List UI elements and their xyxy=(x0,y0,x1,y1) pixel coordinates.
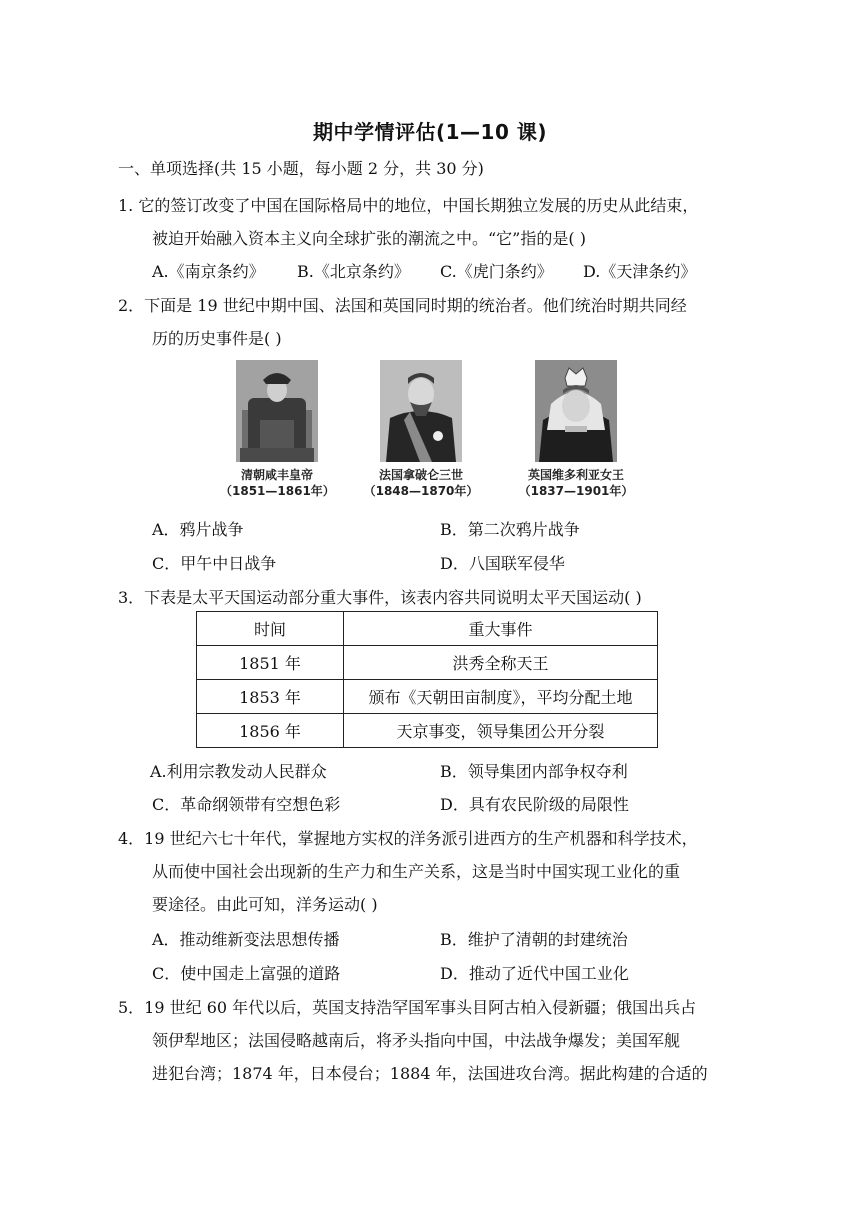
table-cell-event: 洪秀全称天王 xyxy=(344,646,658,680)
question-1-option-c[interactable]: C.《虎门条约》 xyxy=(440,262,553,281)
table-header-row xyxy=(197,612,658,646)
question-1-option-a[interactable]: A.《南京条约》 xyxy=(152,262,265,281)
question-4-option-c[interactable]: C．使中国走上富强的道路 xyxy=(152,964,341,983)
table-cell-year: 1851 年 xyxy=(197,646,344,680)
question-1-line-1: 1. 它的签订改变了中国在国际格局中的地位，中国长期独立发展的历史从此结束， xyxy=(118,196,699,215)
question-2-option-d[interactable]: D．八国联军侵华 xyxy=(440,554,565,573)
question-5-line-1: 5．19 世纪 60 年代以后，英国支持浩罕国军事头目阿古柏入侵新疆；俄国出兵占 xyxy=(118,998,697,1017)
page-title: 期中学情评估(1—10 课) xyxy=(313,120,547,144)
queen-victoria-portrait xyxy=(535,360,617,462)
xianfeng-emperor-portrait xyxy=(236,360,318,462)
caption-years-3: （1837—1901年） xyxy=(518,484,634,498)
question-4-line-3: 要途径。由此可知，洋务运动( ) xyxy=(152,895,378,914)
question-1-option-d[interactable]: D.《天津条约》 xyxy=(583,262,697,281)
question-1-option-b[interactable]: B.《北京条约》 xyxy=(297,262,410,281)
table-header-time: 时间 xyxy=(197,612,344,646)
question-4-option-a[interactable]: A．推动维新变法思想传播 xyxy=(152,930,340,949)
table-header-event: 重大事件 xyxy=(344,612,658,646)
caption-years-2: （1848—1870年） xyxy=(363,484,479,498)
question-3-option-b[interactable]: B．领导集团内部争权夺利 xyxy=(440,762,628,781)
table-row xyxy=(197,714,658,748)
table-cell-event: 颁布《天朝田亩制度》，平均分配土地 xyxy=(344,680,658,714)
question-3-option-d[interactable]: D．具有农民阶级的局限性 xyxy=(440,795,629,814)
question-4-line-2: 从而使中国社会出现新的生产力和生产关系，这是当时中国实现工业化的重 xyxy=(152,862,681,881)
table-cell-year: 1853 年 xyxy=(197,680,344,714)
table-cell-year: 1856 年 xyxy=(197,714,344,748)
napoleon-iii-portrait xyxy=(380,360,462,462)
question-2-option-c[interactable]: C．甲午中日战争 xyxy=(152,554,277,573)
section-heading: 一、单项选择(共 15 小题，每小题 2 分，共 30 分) xyxy=(118,159,484,178)
question-3-line-1: 3．下表是太平天国运动部分重大事件，该表内容共同说明太平天国运动( ) xyxy=(118,588,642,607)
question-2-line-1: 2．下面是 19 世纪中期中国、法国和英国同时期的统治者。他们统治时期共同经 xyxy=(118,296,687,315)
question-3-option-c[interactable]: C．革命纲领带有空想色彩 xyxy=(152,795,341,814)
question-5-line-2: 领伊犁地区；法国侵略越南后，将矛头指向中国，中法战争爆发；美国军舰 xyxy=(152,1031,681,1050)
table-row xyxy=(197,680,658,714)
caption-name-1: 清朝咸丰皇帝 xyxy=(240,468,313,482)
question-5-line-3: 进犯台湾；1874 年，日本侵台；1884 年，法国进攻台湾。据此构建的合适的 xyxy=(152,1064,708,1083)
taiping-events-table xyxy=(196,611,658,748)
caption-name-2: 法国拿破仑三世 xyxy=(378,468,463,482)
table-cell-event: 天京事变，领导集团公开分裂 xyxy=(344,714,658,748)
caption-years-1: （1851—1861年） xyxy=(220,484,335,498)
question-2-option-a[interactable]: A．鸦片战争 xyxy=(152,520,244,539)
question-2-option-b[interactable]: B．第二次鸦片战争 xyxy=(440,520,580,539)
question-4-option-b[interactable]: B．维护了清朝的封建统治 xyxy=(440,930,628,949)
question-1-line-2: 被迫开始融入资本主义向全球扩张的潮流之中。“它”指的是( ) xyxy=(152,229,586,248)
question-4-option-d[interactable]: D．推动了近代中国工业化 xyxy=(440,964,629,983)
table-row xyxy=(197,646,658,680)
question-2-line-2: 历的历史事件是( ) xyxy=(152,329,282,348)
question-4-line-1: 4．19 世纪六七十年代，掌握地方实权的洋务派引进西方的生产机器和科学技术， xyxy=(118,829,698,848)
question-3-option-a[interactable]: A.利用宗教发动人民群众 xyxy=(150,762,327,781)
caption-name-3: 英国维多利亚女王 xyxy=(527,468,624,482)
